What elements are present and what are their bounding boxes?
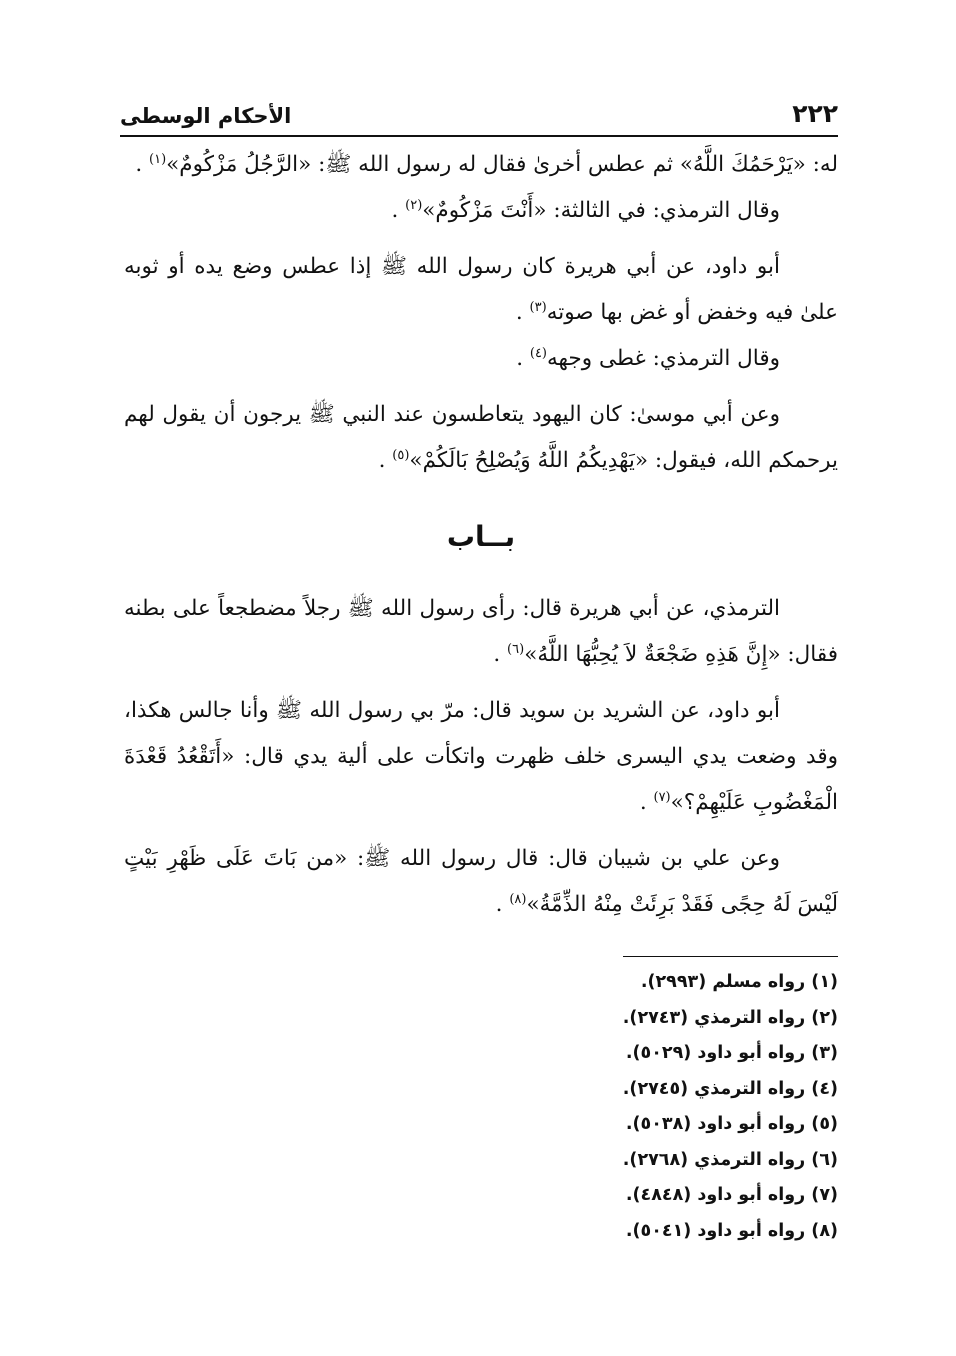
paragraph-tirmidhi-third: وقال الترمذي: في الثالثة: «أَنْتَ مَزْكُومٌ»$^{(٢)}$ . — [391, 197, 780, 223]
paragraph-abu-musa: وعن أبي موسىٰ: كان اليهود يتعاطسون عند النبي ﷺ يرجون أن يقول لهم يرحمكم الله، فيقول: «يَهْدِيكُمُ اللَّهُ وَيُصْلِحُ بَالَكُمْ»$^{(٥)}$ . — [124, 402, 838, 473]
paragraph-lying-on-stomach: الترمذي، عن أبي هريرة قال: رأى رسول الله ﷺ رجلاً مضطجعاً على بطنه فقال: «إِنَّ هَذِهِ ضَجْعَةٌ لاَ يُحِبُّهَا اللَّهُ»$^{(٦)}$ . — [124, 596, 838, 667]
paragraph-continuation: له: «يَرْحَمُكَ اللَّهُ» ثم عطس أخرىٰ فقال له رسول الله ﷺ: «الرَّجُلُ مَزْكُومٌ»$^{(١)}$ . — [135, 151, 838, 177]
footnote-5: (٥) رواه أبو داود (٥٠٣٨). — [625, 1114, 838, 1134]
main-text — [124, 142, 838, 928]
header-rule — [120, 135, 838, 137]
paragraph-sitting-posture: أبو داود، عن الشريد بن سويد قال: مرّ بي رسول الله ﷺ وأنا جالس هكذا، وقد وضعت يدي اليسرى خلف ظهرت واتكأت على ألية يدي قال: «أَتَقْعُدُ قَعْدَةَ الْمَغْضُوبِ عَلَيْهِمْ؟»$^{(٧)}$ . — [124, 698, 838, 815]
footnote-2: (٢) رواه الترمذي (٢٧٤٣). — [622, 1007, 838, 1028]
footnotes — [378, 965, 838, 1249]
page-header — [120, 88, 838, 128]
footnote-separator — [623, 956, 838, 957]
footnote-7: (٧) رواه أبو داود (٤٨٤٨). — [625, 1185, 838, 1205]
page-number: ٢٢٢ — [792, 99, 838, 128]
running-title: الأحكام الوسطى — [120, 104, 292, 128]
paragraph-abu-dawud-sneeze: أبو داود، عن أبي هريرة كان رسول الله ﷺ إذا عطس وضع يده أو ثوبه علىٰ فيه وخفض أو غض بها صوته$^{(٣)}$ . — [124, 254, 838, 325]
footnote-4: (٤) رواه الترمذي (٢٧٤٥). — [622, 1078, 838, 1099]
paragraph-roof-sleeping: وعن علي بن شيبان قال: قال رسول الله ﷺ: «من بَاتَ عَلَى ظَهْرِ بَيْتٍ لَيْسَ لَهُ حِجًى فَقَدْ بَرِئَتْ مِنْهُ الذِّمَّةُ»$^{(٨)}$ . — [124, 846, 838, 917]
footnote-8: (٨) رواه أبو داود (٥٠٤١). — [625, 1220, 838, 1241]
section-heading: بــاب — [446, 520, 516, 553]
footnote-1: (١) رواه مسلم (٢٩٩٣). — [640, 972, 838, 992]
footnote-6: (٦) رواه الترمذي (٢٧٦٨). — [622, 1149, 838, 1170]
footnote-3: (٣) رواه أبو داود (٥٠٢٩). — [625, 1043, 838, 1063]
paragraph-tirmidhi-face: وقال الترمذي: غطى وجهه$^{(٤)}$ . — [516, 345, 780, 371]
